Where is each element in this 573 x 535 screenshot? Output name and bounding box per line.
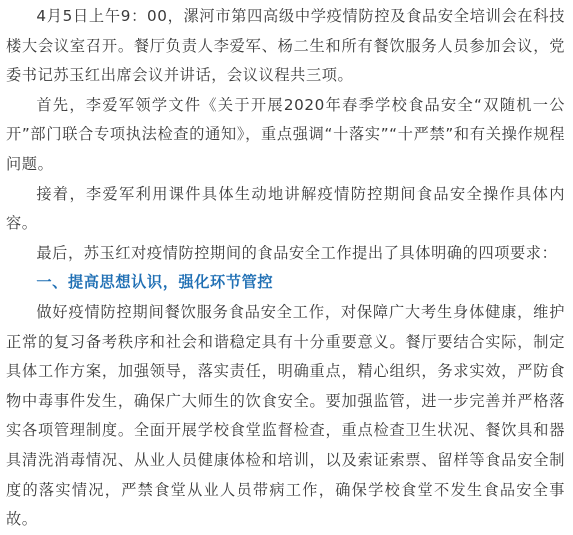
section-heading: 一、提高思想认识，强化环节管控 [36, 273, 274, 292]
paragraph-meeting-intro: 4月5日上午9：00，漯河市第四高级中学疫情防控及食品安全培训会在科技楼大会议室召开。餐厅负责人李爱军、杨二生和所有餐饮服务人员参加会议，党委书记苏玉红出席会议并讲话，会议议程共三项。 [6, 7, 565, 85]
paragraph-first-agenda: 首先，李爱军领学文件《关于开展2020年春季学校食品安全“双随机一公开”部门联合专项执法检查的通知》，重点强调“十落实”“十严禁”和有关操作规程问题。 [6, 95, 565, 173]
paragraph-third-agenda: 最后，苏玉红对疫情防控期间的食品安全工作提出了具体明确的四项要求： [36, 243, 558, 262]
paragraph-section-body: 做好疫情防控期间餐饮服务食品安全工作，对保障广大考生身体健康，维护正常的复习备考秩序和社会和谐稳定具有十分重要意义。餐厅要结合实际，制定具体工作方案，加强领导，落实责任，明确重点，精心组织，务求实效，严防食物中毒事件发生，确保广大师生的饮食安全。要加强监管，进一步完善并严格落实各项管理制度。全面开展学校食堂监督检查，重点检查卫生状况、餐饮具和器具清洗消毒情况、从业人员健康体检和培训，以及索证索票、留样等食品安全制度的落实情况，严禁食堂从业人员带病工作，确保学校食堂不发生食品安全事故。 [6, 302, 565, 529]
paragraph-second-agenda: 接着，李爱军利用课件具体生动地讲解疫情防控期间食品安全操作具体内容。 [6, 184, 565, 233]
